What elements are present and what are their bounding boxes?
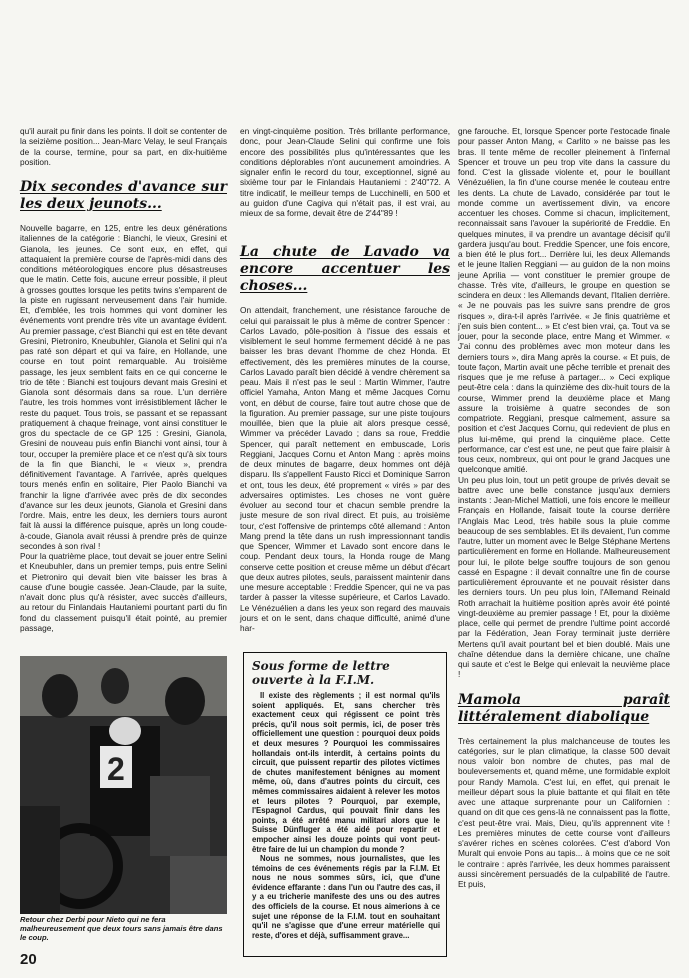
race-photo <box>20 656 227 914</box>
open-letter-title: Sous forme de lettre ouverte à la F.I.M. <box>252 659 390 687</box>
col1-body: Nouvelle bagarre, en 125, entre les deux générations italiennes de la catégorie : Bianchi, le vieux, Gresini et Gianola, les jeunes. Ce sont eux, en effet, qui attaquaient la première course de l'après-midi dans des conditions météorologiques encore plus désastreuses que le matin. Cette fois, aucune erreur possible, il pleut à grosses gouttes lorsque les petits twins s'emparent de la piste en rugissant nerveusement dans l'air humide. Et, d'emblée, les trois hommes qui vont dominer les événements vont prendre très vite un avantage évident. Au premier passage, c'est Bianchi qui est en tête devant Gresini, Pietroniro, Kneubuhler, Gianola et Selini qui n'a pas raté son départ et qui va faire, en Hollande, une course en tout point remarquable. Au troisième passage, les jeux semblent faits en ce qui concerne le trio de tête : Bianchi est toujours devant mais Gresini et Gianola sont désormais dans sa roue. L'un derrière l'autre, les trois hommes vont irrésistiblement lâcher le reste du paquet. Tous trois, se passant et se repassant pratiquement à chaque freinage, vont ainsi constituer le gros du spectacle de ce GP 125 : Gresini, Gianola, Gresini de nouveau puis enfin Bianchi vont ainsi, tour à tour, occuper la première place et ce n'est qu'à six tours de la fin que Bianchi, le « vieux », prendra définitivement l'avantage. A l'arrivée, après quelques tours menés enfin en solitaire, Pier Paolo Bianchi va franchir la ligne d'arrivée avec près de dix secondes d'avance sur les deux jeunots, Gianola et Gresini dans l'ordre. Mais, entre les deux, les derniers tours auront fait là aussi la différence puisque, après un long coude-à-coude, Gianola avait réussi à prendre près de quinze secondes à son rival ! <box>20 223 227 551</box>
column-1 <box>20 126 227 633</box>
col1-intro: qu'il aurait pu finir dans les points. Il doit se contenter de la seizième position... Jean-Marc Velay, le seul Français de la course, termine, pour sa part, en dix-huitième position. <box>20 126 227 167</box>
svg-text:2: 2 <box>107 751 125 787</box>
photo-caption: Retour chez Derbi pour Nieto qui ne fera malheureusement que deux tours sans jamais être dans le coup. <box>20 915 223 942</box>
column-2 <box>240 126 450 633</box>
col1-body2: Pour la quatrième place, tout devait se jouer entre Selini et Kneubuhler, dans un premier temps, puis entre Selini et Pietroniro qui devait bien vite baisser les bras à cause d'une bougie cassée. Jean-Claude, par la suite, n'avait donc plus qu'à résister, avec succès d'ailleurs, au retour du Finlandais Hautaniemi pourtant parti du fin fond du classement puisqu'il était pointé, au premier passage, <box>20 551 227 633</box>
column-3 <box>458 126 670 889</box>
col3-body3: Très certainement la plus malchanceuse de toutes les catégories, sur le plan climatique, la classe 500 devait nous valoir bon nombre de chutes, pas mal de bouleversements et, quand même, une formidable exploit pour Randy Mamola. C'est lui, en effet, qui prenait le meilleur départ sous la pluie battante et qui filait en tête avec une attaque surprenante pour un Californien : quand on dit que ces gens-là ne connaissent pas la flotte, c'est peut-être vrai. Mais, Dieu, qu'ils apprennent vite ! Les premières minutes de cette course vont d'ailleurs s'avérer riches en scènes colorées. C'est d'abord Von Muralt qui envoie Pons au tapis... à moins que ce ne soit le contraire : après l'arrivée, les deux hommes paraissent aussi sincèrement persuadés de la culpabilité de l'autre. Et puis, <box>458 735 670 889</box>
col3-intro: gne farouche. Et, lorsque Spencer porte l'estocade finale pour passer Anton Mang, « Carlito » ne baisse pas les bras. Il tente même de recoller pleinement à l'infernal Spencer et trouve un peu trop vite dans la cassure du fond. C'est la glissade violente et, pour le bouillant Vénézuélien, la fin d'une course menée le couteau entre les dents. La chute de Lavado, considérée par tout le monde comme un avertissement divin, va encore accentuer les choses. Comme si chacun, implicitement, reconnaissait sans l'avouer la supériorité de Freddie. En quelques minutes, il va prendre un avantage décisif qu'il gardera jusqu'au bout. Freddie Spencer, une fois encore, a bien été le plus fort... Derrière lui, les deux Allemands et le jeune Italien Reggiani — au guidon de la non moins jeune Aprilia — vont constituer le premier groupe de chasse. Très vite, d'ailleurs, le groupe en question se scindera en deux : les Allemands devant, l'Italien derrière. « Je ne pouvais pas les suivre sans prendre de gros risques », dira-t-il après l'arrivée. « Je finis quatrième et j'en suis bien content... » Et c'est bien vrai, ça. Tout va se jouer, pour la seconde place, entre Mang et Wimmer. « J'ai connu des problèmes avec mon moteur dans les derniers tours », dira Mang après la course. « Et puis, de toute façon, Martin avait une pêche terrible et prenait des risques que je me refuse à partager... » Ceci explique peut-être cela : dans la quinzième des dix-huit tours de la course, Wimmer prend la deuxième place et Mang assure la troisième à quatre secondes de son compatriote. Reggiani, presque calmement, assure sa position et c'est Jacques Cornu, qui redevient de plus en plus lui-même, qui prend la cinquième place. Cette performance, car c'est est une, ne peut que faire plaisir à tous ceux, nombreux, qui ont pour le grand Jacques une quelconque amitié. <box>458 126 670 475</box>
open-letter-para-1: Il existe des règlements ; il est normal qu'ils soient appliqués. Et, sans chercher très exactement ceux qui régissent ce point très précis, qu'il nous soit permis, ici, de poser très officiellement une question : pourquoi deux poids et deux mesures ? Pourquoi les commissaires hollandais ont-ils interdit, à certains points du circuit, que puissent repartir des pilotes victimes de chutes manifestement bénignes au moment même, où, dans d'autres points du circuit, ces mêmes commissaires aidaient à relever les motos et leurs pilotes ? Pourquoi, par exemple, l'Espagnol Cardus, qui pouvait finir dans les points, a été arrêté manu militari alors que le Suisse Dünfluger a été aidé pour repartir et empocher ainsi les douze points qui vont peut-être faire de lui un champion du monde ? <box>252 691 440 854</box>
open-letter-para-2: Nous ne sommes, nous journalistes, que les témoins de ces événements régis par la F.I.M. Et nous ne nous sommes sûrs, ici, que d'une évidence effarante : dans l'un ou l'autre des cas, il y a eu tricherie manifeste des uns ou des autres des officiels de la course. Et nous aimerions à ce sujet une réponse de la F.I.M. tout en souhaitant qu'il ne s'agisse que d'une erreur matérielle qui reste, d'ores et déjà, suffisamment grave... <box>252 854 440 940</box>
open-letter-box <box>243 652 447 957</box>
col3-body2: Un peu plus loin, tout un petit groupe de privés devait se battre avec une belle constance jusqu'aux derniers instants : Jean-Michel Mattioli, une fois encore le meilleur Français en Hollande, faisait toute la course derrière l'Anglais Mac Leod, très habile sous la pluie comme beaucoup de ses semblables. Et ils devaient, l'un comme l'autre, lutter un moment avec le Belge Stéphane Mertens particulièrement en forme en Hollande. Malheureusement pour lui, le pilote belge souffre toujours de son genou cassé en Espagne : il devait connaître une fin de course particulièrement éprouvante et ne pouvait résister dans les derniers tours. Un peu plus loin, l'Allemand Reinald Roth arrachait la huitième position après avoir été pointé vingt-deuxième au premier passage ! Et, pour la dixième place, celle qui permet de prendre l'ultime point accordé par la Fédération, Jean Foray terminait juste derrière Mertens qu'il avait pourtant bel et bien doublé. Mais une chaîne détendue dans la dernière chicane, une chaîne qui saute et c'est le Belge qui enlevait la neuvième place ! <box>458 474 670 680</box>
open-letter-body <box>252 691 440 940</box>
col2-body: On attendait, franchement, une résistance farouche de celui qui paraissait le plus à même de contrer Spencer : Carlos Lavado, pôle-position à l'issue des essais et visiblement le seul homme fermement décidé à ne pas baisser les bras devant l'homme de chez Honda. Et effectivement, dès les premières minutes de la course, Carlos Lavado paraît bien décidé à vendre chèrement sa peau. Mais il n'est pas le seul : Martin Wimmer, l'autre officiel Yamaha, Anton Mang et même Jacques Cornu vont, en début de course, faire tout autre chose que de la figuration. Au premier passage, sur une piste toujours mouillée, bien que la pluie ait alors presque cessé, Wimmer va précéder Lavado ; dans sa roue, Freddie Spencer, qui paraît nettement en embuscade, Loris Reggiani, Jacques Cornu et Anton Mang : après moins de deux minutes de bagarre, deux hommes ont déjà disparu. Ils s'appellent Fausto Ricci et Dominique Sarron et ont, tous les deux, été proprement « virés » par des adversaires optimistes. Les choses ne vont guère évoluer au second tour et chacun semble prendre la juste mesure de son rival direct. Et puis, au troisième tour, c'est l'offensive de printemps côté allemand : Anton Mang prend la tête dans un rush impressionnant tandis que Spencer, Wimmer et Lavado sont encore dans le coup. Pendant deux tours, la Honda rouge de Mang conserve cette position et creuse même un début d'écart que deux autres pilotes, seuls, paraissent maintenir dans une mesure acceptable : Freddie Spencer, qui ne va pas tarder à passer la vitesse supérieure, et Carlos Lavado. Le Vénézuélien a dans les yeux son regard des mauvais jours et on le sent, dans chaque difficulté, animé d'une har- <box>240 305 450 633</box>
col2-intro: en vingt-cinquième position. Très brillante performance, donc, pour Jean-Claude Selini qui confirme une fois encore des possibilités plus qu'intéressantes que les conditions déplorables n'ont aucunement amoindries. A signaler enfin le record du tour, exceptionnel, signé au sixième tour par le Finlandais Hautaniemi : 2'40"72. A titre indicatif, le meilleur temps de Lucchinelli, en 500 et au guidon d'une Cagiva qui n'était pas, il est vrai, au mieux de sa forme, devait être de 2'44"89 ! <box>240 126 450 218</box>
page-number: 20 <box>20 951 37 968</box>
headline-chute-lavado: La chute de Lavado va encore accentuer les choses... <box>240 244 450 295</box>
headline-dix-secondes: Dix secondes d'avance sur les deux jeunots... <box>20 179 227 212</box>
headline-mamola: Mamola paraît littéralement diabolique <box>458 691 670 725</box>
race-photo-image <box>20 656 227 914</box>
